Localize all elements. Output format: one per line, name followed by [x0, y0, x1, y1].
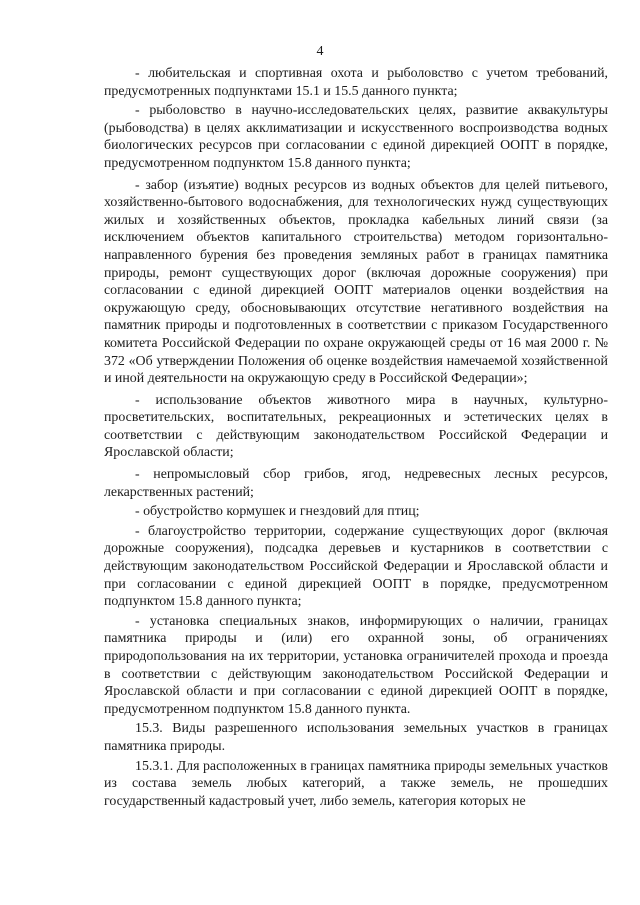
- paragraph-water-intake: - забор (изъятие) водных ресурсов из водных объектов для целей питьевого, хозяйственно-бытового водоснабжения, для технологических нужд существующих жилых и хозяйственных объектов, прокладка кабельных линий связи (за исключением объектов капитального строительства) методом горизонтально-направленного бурения без проведения земляных работ в границах памятника природы, ремонт существующих дорог (включая дорожные сооружения) при согласовании с единой дирекцией ООПТ материалов оценки воздействия на окружающую среду, обосновывающих отсутствие негативного воздействия на памятник природы и подготовленных в соответствии с приказом Государственного комитета Российской Федерации по охране окружающей среды от 16 мая 2000 г. № 372 «Об утверждении Положения об оценке воздействия намечаемой хозяйственной и иной деятельности на окружающую среду в Российской Федерации»;: [104, 177, 608, 387]
- paragraph-land-plots: 15.3.1. Для расположенных в границах памятника природы земельных участков из состава земель любых категорий, а также земель, не прошедших государственный кадастровый учет, либо земель, категория которых не: [104, 758, 608, 809]
- paragraph-wildlife-use: - использование объектов животного мира в научных, культурно-просветительских, воспитательных, рекреационных и эстетических целях в соответствии с действующим законодательством Российской Федерации и Ярославской области;: [104, 392, 608, 461]
- paragraph-gathering: - непромысловый сбор грибов, ягод, недревесных лесных ресурсов, лекарственных растений;: [104, 467, 608, 500]
- paragraph-landscaping: - благоустройство территории, содержание существующих дорог (включая дорожные сооружения), подсадка деревьев и кустарников в соответствии с действующим законодательством Российской Федерации и Ярославской области и при согласовании с единой дирекцией ООПТ в порядке, предусмотренном подпунктом 15.8 данного пункта;: [104, 523, 608, 610]
- paragraph-bird-feeders: - обустройство кормушек и гнездовий для птиц;: [135, 504, 420, 520]
- page-number: 4: [316, 44, 324, 59]
- paragraph-hunting-fishing: - любительская и спортивная охота и рыболовство с учетом требований, предусмотренных подпунктами 15.1 и 15.5 данного пункта;: [104, 66, 608, 99]
- document-body: [104, 65, 608, 810]
- paragraph-signage: - установка специальных знаков, информирующих о наличии, границах памятника природы и (или) его охранной зоны, об ограничениях природопользования на их территории, установка ограничителей прохода и проезда в соответствии с действующим законодательством Российской Федерации и Ярославской области и при согласовании с единой дирекцией ООПТ в порядке, предусмотренном подпунктом 15.8 данного пункта.: [104, 613, 608, 717]
- paragraph-land-use-heading: 15.3. Виды разрешенного использования земельных участков в границах памятника природы.: [104, 721, 608, 754]
- paragraph-research-fishing: - рыболовство в научно-исследовательских целях, развитие аквакультуры (рыбоводства) в целях акклиматизации и искусственного воспроизводства водных биологических ресурсов при согласовании с единой дирекцией ООПТ в порядке, предусмотренном подпунктом 15.8 данного пункта;: [104, 103, 608, 171]
